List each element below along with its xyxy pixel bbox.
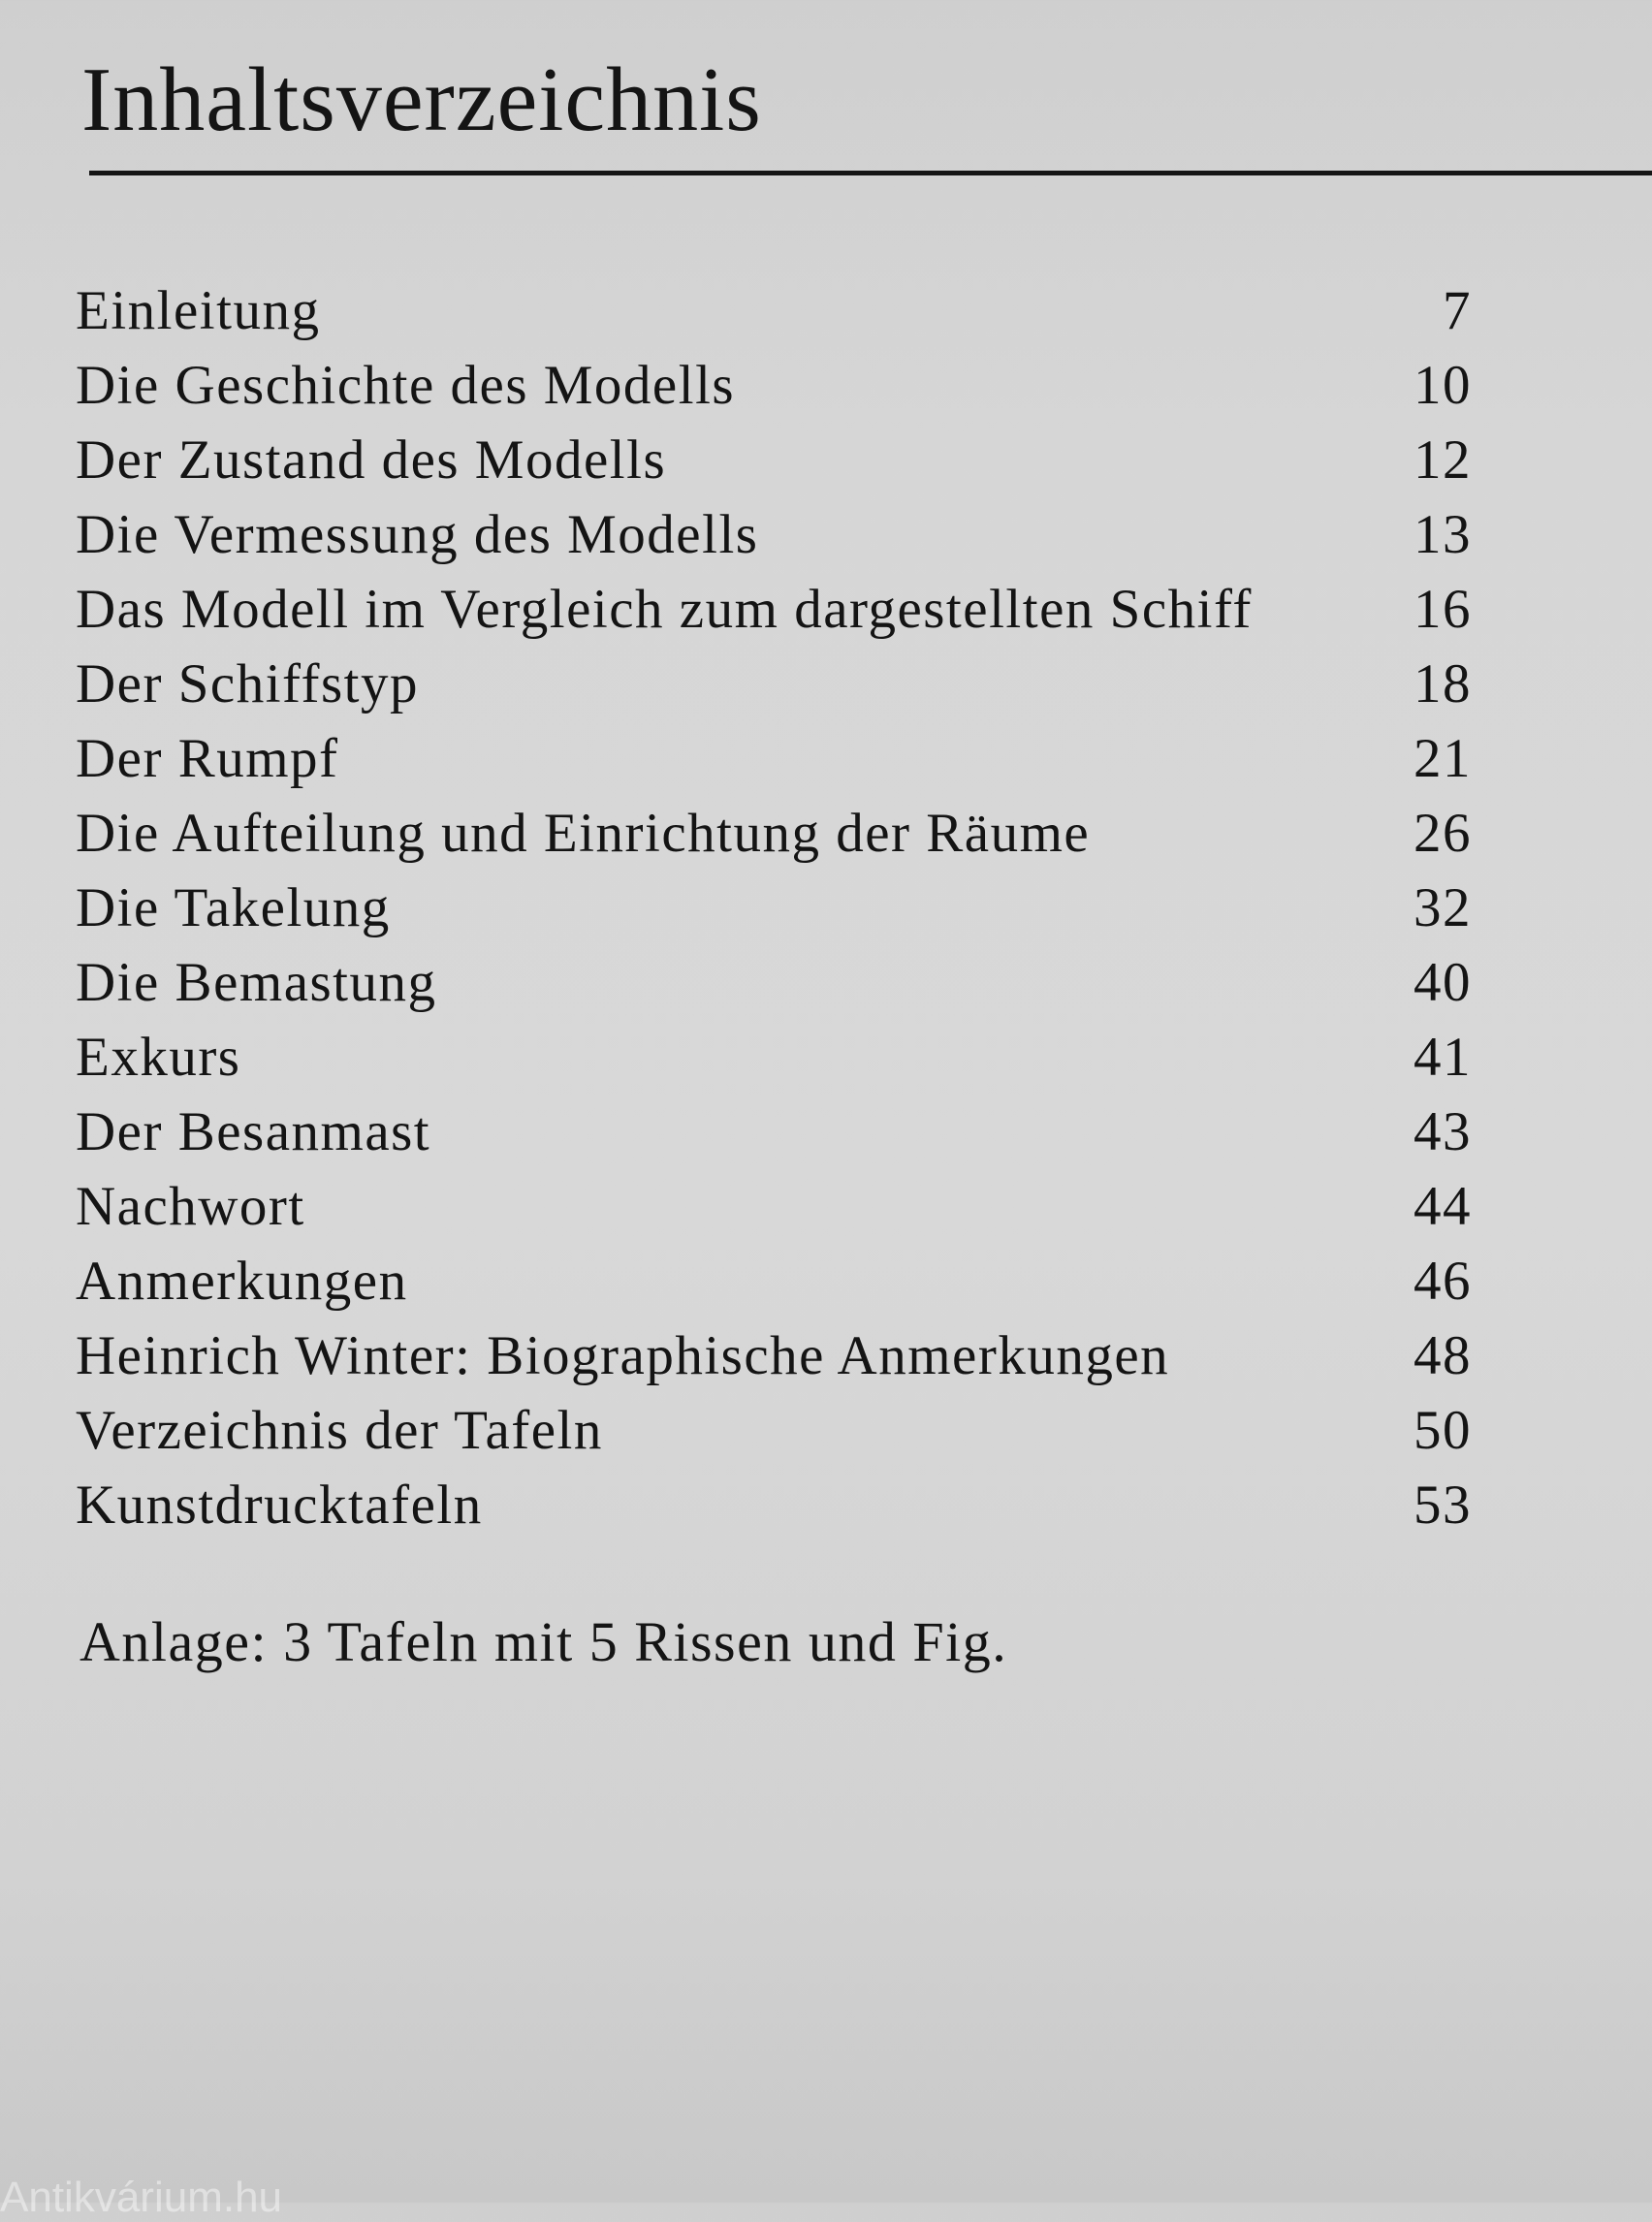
toc-entry-title: Verzeichnis der Tafeln (76, 1400, 603, 1461)
toc-entry (76, 1095, 1472, 1169)
toc-entry (76, 497, 1472, 572)
toc-entry (76, 1169, 1472, 1244)
toc-entry-title: Der Schiffstyp (76, 653, 419, 714)
title-underline (89, 171, 1652, 175)
toc-entry-title: Kunstdrucktafeln (76, 1475, 483, 1536)
toc-entry-page-number: 18 (1414, 653, 1472, 714)
toc-entry-page-number: 50 (1414, 1400, 1472, 1461)
toc-entry (76, 273, 1472, 348)
toc-entry (76, 796, 1472, 871)
toc-entry-title: Anmerkungen (76, 1251, 408, 1312)
toc-entry-page-number: 10 (1414, 355, 1472, 416)
toc-entry-title: Die Bemastung (76, 952, 437, 1013)
toc-entry-title: Der Rumpf (76, 728, 339, 789)
toc-entry (76, 572, 1472, 647)
toc-entry-page-number: 7 (1443, 280, 1472, 341)
toc-entry-title: Die Geschichte des Modells (76, 355, 736, 416)
appendix-note: Anlage: 3 Tafeln mit 5 Rissen und Fig. (79, 1610, 1008, 1673)
toc-entry-title: Das Modell im Vergleich zum dargestellten Schiff (76, 579, 1253, 640)
watermark: Antikvárium.hu (0, 2174, 283, 2221)
toc-entry-title: Die Vermessung des Modells (76, 504, 759, 565)
toc-entry (76, 1393, 1472, 1468)
toc-entry (76, 871, 1472, 945)
page-title: Inhaltsverzeichnis (81, 49, 762, 150)
toc-entry-page-number: 46 (1414, 1251, 1472, 1312)
toc-entry-page-number: 16 (1414, 579, 1472, 640)
toc-entry (76, 647, 1472, 721)
toc-entry-title: Die Aufteilung und Einrichtung der Räume (76, 803, 1091, 864)
toc-entry-page-number: 48 (1414, 1325, 1472, 1386)
toc-entry (76, 1020, 1472, 1095)
toc-entry (76, 721, 1472, 796)
table-of-contents (76, 273, 1472, 1542)
toc-entry-title: Der Besanmast (76, 1101, 431, 1162)
toc-entry-title: Exkurs (76, 1027, 241, 1088)
toc-entry (76, 423, 1472, 497)
toc-entry-page-number: 41 (1414, 1027, 1472, 1088)
toc-entry (76, 348, 1472, 423)
toc-entry (76, 1468, 1472, 1542)
toc-entry-title: Einleitung (76, 280, 321, 341)
toc-entry-page-number: 43 (1414, 1101, 1472, 1162)
toc-entry-title: Der Zustand des Modells (76, 429, 667, 491)
toc-entry-page-number: 13 (1414, 504, 1472, 565)
toc-entry-page-number: 53 (1414, 1475, 1472, 1536)
toc-entry-page-number: 44 (1414, 1176, 1472, 1237)
toc-entry (76, 945, 1472, 1020)
toc-entry-page-number: 21 (1414, 728, 1472, 789)
toc-entry-title: Heinrich Winter: Biographische Anmerkungen (76, 1325, 1170, 1386)
toc-entry-page-number: 40 (1414, 952, 1472, 1013)
toc-entry-page-number: 32 (1414, 877, 1472, 938)
toc-entry-title: Die Takelung (76, 877, 391, 938)
toc-entry-page-number: 26 (1414, 803, 1472, 864)
toc-entry (76, 1318, 1472, 1393)
toc-entry-page-number: 12 (1414, 429, 1472, 491)
toc-entry-title: Nachwort (76, 1176, 305, 1237)
toc-entry (76, 1244, 1472, 1318)
